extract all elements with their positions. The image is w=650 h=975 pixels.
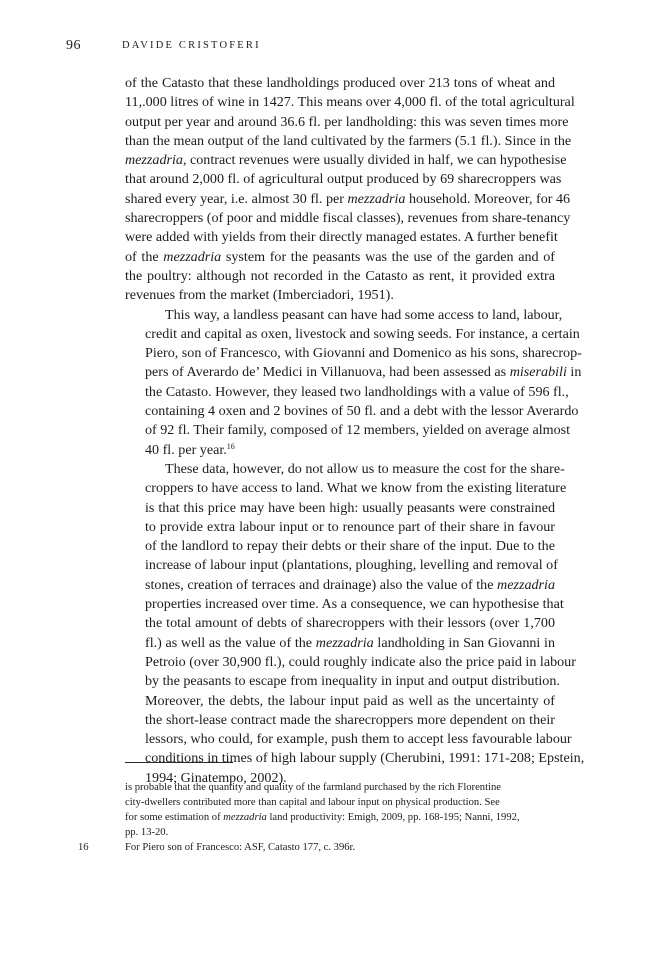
italic-term: miserabili — [509, 364, 567, 381]
text-line: that around 2,000 fl. of agricultural output produced by 69 sharecroppers was — [125, 171, 562, 188]
text-line: croppers to have access to land. What we know from the existing literature — [145, 480, 567, 497]
text-line: of 92 fl. Their family, composed of 12 members, yielded on average almost — [145, 422, 571, 439]
footnote-number: 16 — [78, 842, 89, 854]
text-line: containing 4 oxen and 2 bovines of 50 fl. and a debt with the lessor Averardo — [145, 403, 579, 420]
footnote-16 — [78, 840, 555, 855]
text-line: This way, a landless peasant can have had some access to land, labour, — [165, 306, 563, 323]
text-line: the total amount of debts of sharecroppers with their lessors (over 1,700 — [145, 615, 555, 632]
text-line: to provide extra labour input or to renounce part of their share in favour — [145, 518, 555, 535]
text-line: of the Catasto that these landholdings produced over 213 tons of wheat and — [125, 75, 555, 91]
text-line: conditions in times of high labour supply (Cherubini, 1991: 171-208; Epstein, — [145, 750, 585, 767]
text-line: output per year and around 36.6 fl. per landholding: this was seven times more — [125, 113, 569, 130]
text-line: Piero, son of Francesco, with Giovanni and Domenico as his sons, sharecrop- — [145, 345, 582, 362]
text-line: of the landlord to repay their debts or their share of the input. Due to the — [145, 538, 555, 555]
italic-term: mezzadria — [315, 634, 374, 651]
text-line: credit and capital as oxen, livestock and sowing seeds. For instance, a certain — [145, 325, 580, 342]
italic-term: mezzadria — [347, 190, 406, 207]
footnote-separator — [125, 762, 233, 763]
page-number: 96 — [66, 38, 81, 53]
text-line: 1994; Ginatempo, 2002). — [145, 769, 287, 786]
italic-term: mezzadria, — [125, 152, 187, 169]
text-line: than the mean output of the land cultivated by the farmers (5.1 fl.). Since in the — [125, 132, 572, 149]
text-line: Moreover, the debts, the labour input paid as well as the uncertainty of — [145, 692, 555, 709]
text-line: properties increased over time. As a consequence, we can hypothesise that — [145, 596, 564, 613]
text-line: by the peasants to escape from inequality in input and output distribution. — [145, 673, 560, 690]
text-line: These data, however, do not allow us to measure the cost for the share- — [165, 460, 565, 477]
text-line: is that this price may have been high: usually peasants were constrained — [145, 499, 555, 516]
text-line: 40 fl. per year.$^{16}$ — [145, 441, 235, 458]
paragraph — [125, 74, 575, 306]
text-line: of the mezzadria system for the peasants was the use of the garden and of — [125, 248, 555, 265]
footnote-continuation — [125, 780, 555, 840]
text-line: pp. 13-20. — [125, 827, 169, 839]
main-text — [125, 74, 585, 788]
text-line: mezzadria, contract revenues were usually divided in half, we can hypothesise — [125, 152, 567, 169]
text-line: stones, creation of terraces and drainage) also the value of the mezzadria — [145, 576, 555, 593]
italic-term: mezzadria — [223, 812, 267, 824]
running-head-author: DAVIDE CRISTOFERI — [122, 40, 261, 51]
text-line: fl.) as well as the value of the mezzadria landholding in San Giovanni in — [145, 634, 555, 651]
paragraph — [125, 306, 582, 460]
text-line: lessors, who could, for example, push them to accept less favourable labour — [145, 731, 572, 748]
text-line: Petroio (over 30,900 fl.), could roughly indicate also the price paid in labour — [145, 653, 576, 670]
text-line: the Catasto. However, they leased two landholdings with a value of 596 fl., — [145, 383, 569, 400]
italic-term: mezzadria — [163, 248, 222, 265]
footnotes — [78, 780, 555, 855]
footnote-reference[interactable]: 16 — [226, 441, 235, 451]
text-line: were added with yields from their directly managed estates. A further benefit — [125, 229, 558, 246]
text-line: sharecroppers (of poor and middle fiscal classes), revenues from share-tenancy — [125, 210, 571, 227]
footnote-text: For Piero son of Francesco: ASF, Catasto 177, c. 396r. — [125, 842, 356, 854]
paragraph — [125, 460, 585, 788]
text-line: increase of labour input (plantations, ploughing, levelling and removal of — [145, 557, 558, 574]
text-line: the poultry: although not recorded in the Catasto as rent, it provided extra — [125, 267, 555, 284]
page-header — [0, 38, 650, 60]
text-line: pers of Averardo de’ Medici in Villanuova, had been assessed as miserabili in — [145, 364, 582, 381]
text-line: shared every year, i.e. almost 30 fl. per mezzadria household. Moreover, for 46 — [125, 190, 571, 207]
text-line: is probable that the quantity and quality of the farmland purchased by the rich Florentine — [125, 782, 501, 793]
text-line: the short-lease contract made the sharecroppers more dependent on their — [145, 711, 555, 728]
text-line: city-dwellers contributed more than capital and labour input on physical production. See — [125, 797, 500, 809]
text-line: revenues from the market (Imberciadori, 1951). — [125, 287, 394, 304]
text-line: for some estimation of mezzadria land productivity: Emigh, 2009, pp. 168-195; Nanni, 1992, — [125, 812, 520, 824]
italic-term: mezzadria — [497, 576, 555, 593]
text-line: 11,.000 litres of wine in 1427. This means over 4,000 fl. of the total agricultural — [125, 94, 575, 111]
